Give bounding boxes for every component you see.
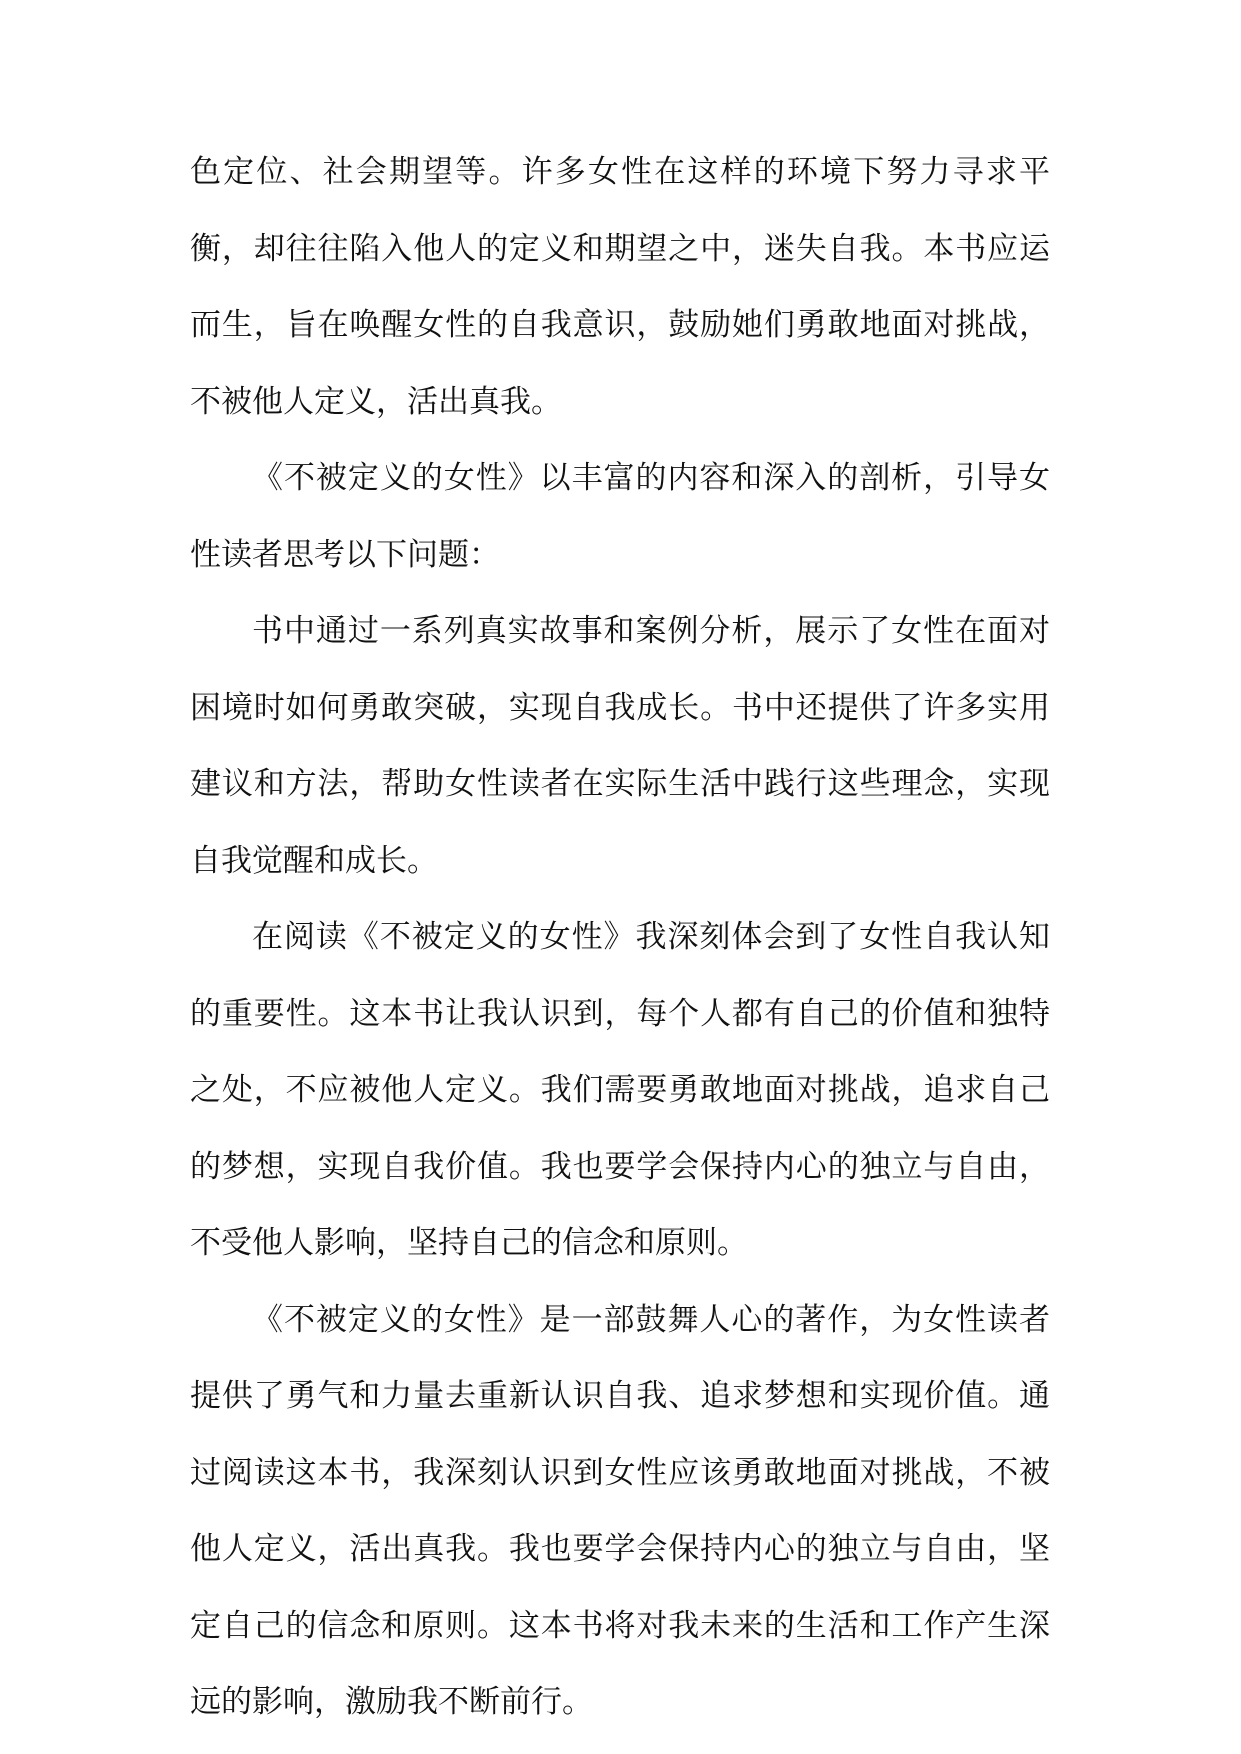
paragraph-5: 《不被定义的女性》是一部鼓舞人心的著作，为女性读者提供了勇气和力量去重新认识自我、追求梦想和实现价值。通过阅读这本书，我深刻认识到女性应该勇敢地面对挑战，不被他人定义，活出真我。我也要学会保持内心的独立与自由，坚定自己的信念和原则。这本书将对我未来的生活和工作产生深远的影响，激励我不断前行。: [190, 1301, 1050, 1720]
paragraph-1: 色定位、社会期望等。许多女性在这样的环境下努力寻求平衡，却往往陷入他人的定义和期望之中，迷失自我。本书应运而生，旨在唤醒女性的自我意识，鼓励她们勇敢地面对挑战，不被他人定义，活出真我。: [190, 154, 1050, 420]
paragraph-3: 书中通过一系列真实故事和案例分析，展示了女性在面对困境时如何勇敢突破，实现自我成长。书中还提供了许多实用建议和方法，帮助女性读者在实际生活中践行这些理念，实现自我觉醒和成长。: [190, 613, 1050, 879]
document-body: [190, 134, 1050, 1741]
paragraph-2: 《不被定义的女性》以丰富的内容和深入的剖析，引导女性读者思考以下问题：: [190, 460, 1050, 573]
paragraph-4: 在阅读《不被定义的女性》我深刻体会到了女性自我认知的重要性。这本书让我认识到，每个人都有自己的价值和独特之处，不应被他人定义。我们需要勇敢地面对挑战，追求自己的梦想，实现自我价值。我也要学会保持内心的独立与自由，不受他人影响，坚持自己的信念和原则。: [190, 919, 1050, 1261]
